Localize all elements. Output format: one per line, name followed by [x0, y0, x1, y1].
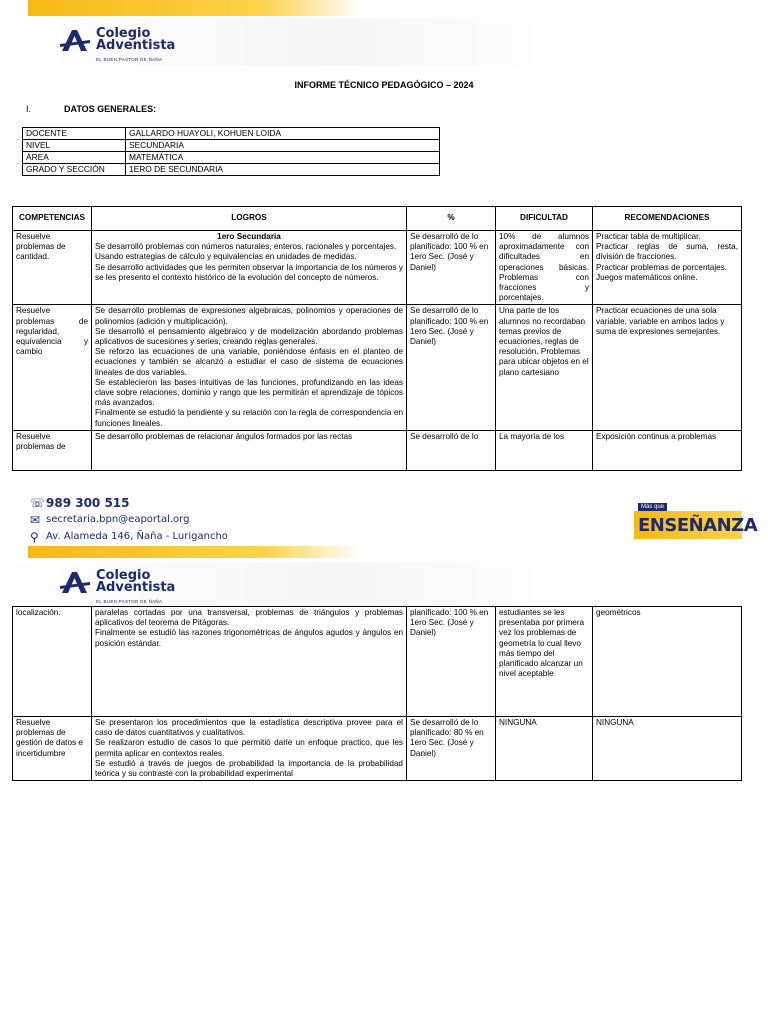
recomendacion-item: Practicar tabla de multiplicar.	[596, 232, 701, 241]
competencia-cell: Resuelve problemas de gestión de datos e incertidumbre	[13, 717, 92, 781]
logros-cell	[92, 231, 407, 305]
recomendacion-item: Practicar reglas de suma, resta, división de fracciones.	[596, 242, 738, 262]
envelope-icon: ✉	[30, 512, 41, 527]
results-table-page2	[12, 606, 742, 781]
logros-cell: Se desarrollo problemas de relacionar ángulos formados por las rectas	[92, 430, 407, 470]
logro-item: Se estudió a través de juegos de probabilidad la importancia de la probabilidad teórica y su contraste con la probabilidad experimental	[95, 758, 403, 779]
general-label: GRADO Y SECCIÓN	[23, 164, 126, 176]
header-logros: LOGROS	[92, 207, 407, 231]
header-recomendaciones: RECOMENDACIONES	[593, 207, 742, 231]
recomendacion-item: Juegos matemáticos online.	[596, 272, 698, 282]
recomendaciones-cell: geométricos	[593, 607, 742, 717]
recomendaciones-cell	[593, 717, 742, 781]
recomendacion-item: NINGUNA	[596, 718, 634, 727]
recomendaciones-cell	[593, 305, 742, 430]
grade-subheading: 1ero Secundaria	[217, 232, 281, 241]
logros-cell	[92, 305, 407, 430]
contact-footer	[30, 494, 228, 545]
location-pin-icon: ⚲	[30, 529, 39, 544]
results-table-page1	[12, 206, 742, 471]
school-logo	[60, 570, 175, 608]
logros-cell	[92, 717, 407, 781]
table-row	[13, 607, 742, 717]
badge-big-text: ENSEÑANZA	[638, 515, 758, 536]
page1-table-clip	[0, 0, 768, 490]
logro-item: Se presentaron los procedimientos que la estadística descriptiva provee para el caso de datos cuantitativos y cualitativos.	[95, 718, 403, 738]
logro-item: Se reforzo las ecuaciones de una variable, poniéndose énfasis en el planteo de ecuaciones y también se alcanzó a estudiar el caso de sistema de ecuaciones lineales de dos variables.	[95, 347, 403, 377]
logro-item: Se realizaron estudio de casos lo que permitió darle un enfoque practico, que les permita aplicar en contextos reales.	[95, 738, 403, 758]
recomendaciones-cell: Exposición continua a problemas	[593, 430, 742, 470]
logro-item: Usando estrategias de cálculo y equivalencias en unidades de medidas.	[95, 252, 357, 262]
general-label: DOCENTE	[23, 128, 126, 140]
top-accent-bar	[28, 546, 362, 558]
logo-line2: Adventista	[96, 38, 176, 53]
table-header-row	[13, 207, 742, 231]
general-value: 1ERO DE SECUNDARIA	[126, 164, 440, 176]
percent-cell: Se desarrolló de lo	[407, 430, 496, 470]
dificultad-cell: estudiantes se les presentaba por primera vez los problemas de geometría lo cual llevo más tiempo del planificado alcanzar un nivel aceptable	[496, 607, 593, 717]
logro-item: Se desarrollo actividades que les permiten observar la importancia de los números y se les presento el contexto histórico de la evolución del concepto de números.	[95, 262, 403, 282]
header-dificultad: DIFICULTAD	[496, 207, 593, 231]
table-row	[13, 717, 742, 781]
logro-item: Se desarrollo problemas de expresiones algebraicas, polinomios y operaciones de polinomios (adición y multiplicación).	[95, 306, 403, 326]
logro-item: Se establecieron las bases intuitivas de las funciones, profundizando en las ideas clave sobre relaciones, dominio y rango que les permitirán el aprendizaje de tópicos más avanzados.	[95, 377, 403, 408]
general-label: ÁREA	[23, 152, 126, 164]
table-row	[13, 305, 742, 430]
competencia-cell: Resuelve problemas de cantidad.	[13, 231, 92, 305]
competencia-cell: localización.	[13, 607, 92, 717]
logo-tagline: EL BUEN PASTOR DE ÑAÑA	[96, 57, 163, 62]
logro-item: Se desarrolló problemas con números naturales, enteros, racionales y porcentajes.	[95, 242, 397, 252]
logo-a-icon	[60, 570, 90, 594]
header-percent: %	[407, 207, 496, 231]
phone-icon: ☏	[30, 495, 46, 510]
section-number: I.	[26, 104, 32, 114]
percent-cell: Se desarrolló de lo planificado: 80 % en 1ero Sec. (José y Daniel)	[407, 717, 496, 781]
document-title: INFORME TÉCNICO PEDAGÓGICO – 2024	[294, 80, 474, 90]
recomendacion-item: Practicar ecuaciones de una sola variable, variable en ambos lados y suma de expresiones semejantes.	[596, 306, 725, 336]
percent-cell: Se desarrolló de lo planificado: 100 % en 1ero Sec. (José y Daniel)	[407, 305, 496, 430]
badge-big-box	[634, 511, 758, 539]
logo-tagline: EL BUEN PASTOR DE ÑAÑA	[96, 599, 163, 604]
general-value: MATEMÁTICA	[126, 152, 440, 164]
general-value: SECUNDARIA	[126, 140, 440, 152]
recomendacion-item: Practicar problemas de porcentajes.	[596, 262, 728, 272]
logro-item: Finalmente se estudió la pendiente y su relación con la regla de correspondencia en funciones lineales.	[95, 408, 403, 428]
logro-item: Se desarrolló el pensamiento algebraico y de modelización abordando problemas aplicativos de sucesiones y series, creando reglas generales.	[95, 326, 403, 347]
general-value: GALLARDO HUAYOLI, KOHUEN LOIDA	[126, 128, 440, 140]
table-row	[13, 231, 742, 305]
header-competencias: COMPETENCIAS	[13, 207, 92, 231]
percent-cell: planificado: 100 % en 1ero Sec. (José y Daniel)	[407, 607, 496, 717]
general-label: NIVEL	[23, 140, 126, 152]
competencia-cell: Resuelve problemas de regularidad, equivalencia y cambio	[13, 305, 92, 430]
logro-item: paralelas cortadas por una transversal, problemas de triángulos y problemas aplicativos del teorema de Pitágoras.	[95, 608, 403, 628]
footer-email: secretaria.bpn@eaportal.org	[46, 514, 190, 525]
badge-small-text: Más que	[638, 503, 667, 511]
table-row	[13, 430, 742, 470]
logo-line2: Adventista	[96, 580, 176, 595]
logo-line1: Colegio	[96, 26, 151, 41]
dificultad-cell: 10% de alumnos aproximadamente con dificultades en operaciones básicas. Problemas con fracciones y porcentajes.	[496, 231, 593, 305]
recomendaciones-cell	[593, 231, 742, 305]
dificultad-cell: NINGUNA	[496, 717, 593, 781]
section-title: DATOS GENERALES:	[64, 104, 157, 114]
dificultad-cell: Una parte de los alumnos no recordaban temas previos de ecuaciones, reglas de resolución. Problemas para ubicar objetos en el plano cartesiano	[496, 305, 593, 430]
logo-line1: Colegio	[96, 568, 151, 583]
footer-address: Av. Alameda 146, Ñaña - Lurigancho	[46, 531, 228, 542]
percent-cell: Se desarrolló de lo planificado: 100 % en 1ero Sec. (José y Daniel)	[407, 231, 496, 305]
logros-cell	[92, 607, 407, 717]
logro-item: Finalmente se estudió las razones trigonométricas de ángulos agudos y ángulos en posición estándar.	[95, 628, 403, 648]
ensenanza-badge	[634, 503, 758, 539]
competencia-cell: Resuelve problemas de	[13, 430, 92, 470]
dificultad-cell: La mayoría de los	[496, 430, 593, 470]
footer-phone: 989 300 515	[46, 495, 130, 510]
